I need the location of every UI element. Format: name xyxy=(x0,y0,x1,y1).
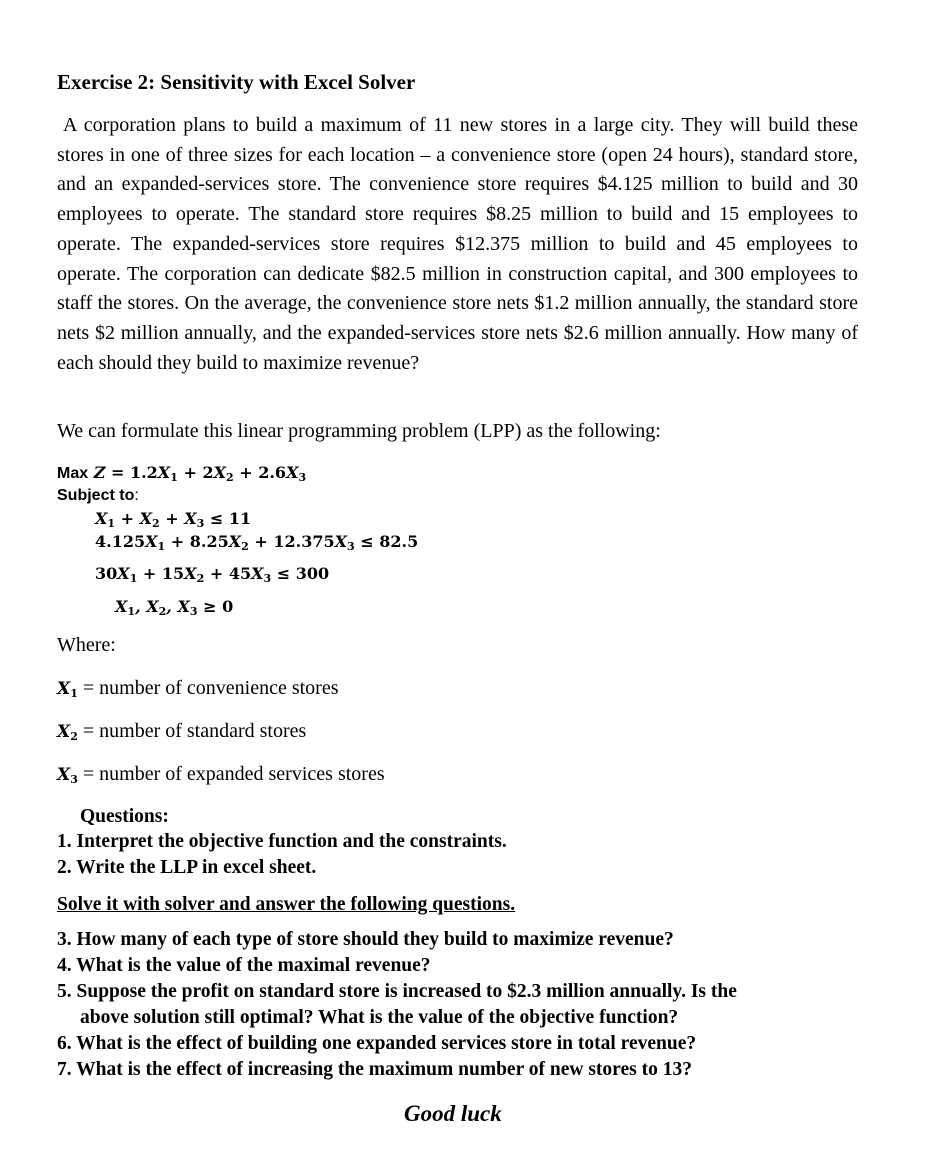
objective-var: Z xyxy=(93,463,106,482)
where-label: Where: xyxy=(57,634,116,656)
variable-symbol: X xyxy=(57,765,71,785)
closing-text: Good luck xyxy=(404,1101,502,1126)
question-3: 3. How many of each type of store should they build to maximize revenue? xyxy=(57,929,674,950)
constraint-4-rhs: 0 xyxy=(222,597,234,616)
constraint-4-rel: ≥ xyxy=(203,597,217,616)
intro-line: and the expanded-services store nets $2.6 million annually. How many of each should xyxy=(57,321,858,374)
constraint-3-rhs: 300 xyxy=(295,564,330,583)
variable-definition xyxy=(57,763,385,786)
variable-symbol: X xyxy=(57,722,71,742)
constraint-2-rhs: 82.5 xyxy=(379,532,419,551)
intro-line: construction capital, and 300 employees to staff the stores. On the average, the xyxy=(57,262,859,315)
max-label: Max xyxy=(57,465,89,482)
variable-subscript: 2 xyxy=(70,730,78,743)
objective-coef-2: 2 xyxy=(202,463,214,482)
constraint-3-coef-2: 15 xyxy=(161,564,185,583)
constraint-employees: $30X_1 + 15X_2 + 45X_3 \le 300$ xyxy=(95,564,330,585)
constraint-capital: $4.125X_1 + 8.25X_2 + 12.375X_3 \le 82.5$ xyxy=(95,532,419,553)
question-2: 2. Write the LLP in excel sheet. xyxy=(57,857,317,878)
constraint-2-coef-1: 4.125 xyxy=(95,532,146,551)
question-6: 6. What is the effect of building one expanded services store in total revenue? xyxy=(57,1033,697,1054)
variable-description: = number of standard stores xyxy=(77,720,307,742)
variable-description: = number of convenience stores xyxy=(77,677,339,699)
question-5: 5. Suppose the profit on standard store is increased to $2.3 million annually. Is the xyxy=(57,981,737,1002)
objective-coef-3: 2.6 xyxy=(258,463,287,482)
intro-line: build and 15 employees to operate. The expanded-services store requires $12.375 million xyxy=(57,203,858,255)
constraint-3-coef-1: 30 xyxy=(95,564,118,583)
constraint-2-rel: ≤ xyxy=(360,532,374,551)
constraint-nonnegativity: $X_1$, $X_2$, $X_3 \ge 0$ xyxy=(115,597,234,618)
variable-definition xyxy=(57,677,339,700)
variable-definition xyxy=(57,720,306,743)
intro-line: million to build and 30 employees to operate. The standard store requires $8.25 million to xyxy=(57,173,858,226)
variable-subscript: 1 xyxy=(70,687,78,700)
intro-line: these stores in one of three sizes for each location – a convenience store (open 24 hours), xyxy=(57,114,858,166)
constraint-2-coef-3: 12.375 xyxy=(273,532,335,551)
exercise-title: Exercise 2: Sensitivity with Excel Solver xyxy=(57,70,416,94)
subject-to-text: Subject to xyxy=(57,487,135,504)
intro-line: to build and 45 employees to operate. The corporation can dedicate $82.5 million in xyxy=(57,232,858,285)
constraint-stores: $X_1 + X_2 + X_3 \le 11$ xyxy=(95,509,252,530)
solve-heading: Solve it with solver and answer the following questions. xyxy=(57,894,516,915)
subject-to-colon: : xyxy=(134,487,139,504)
objective-function: Max $Z = 1.2X_1 + 2X_2 + 2.6X_3$ xyxy=(57,463,307,484)
question-1: 1. Interpret the objective function and the constraints. xyxy=(57,831,507,852)
subject-to-label xyxy=(57,487,139,505)
intro-line: A corporation plans to build a maximum of 11 new stores in a large city. They will build xyxy=(63,114,810,136)
question-4: 4. What is the value of the maximal revenue? xyxy=(57,955,431,976)
intro-line: convenience store nets $1.2 million annually, the standard store nets $2 million annually, xyxy=(57,292,858,344)
constraint-3-coef-3: 45 xyxy=(228,564,252,583)
objective-coef-1: 1.2 xyxy=(129,463,158,482)
variable-symbol: X xyxy=(57,679,71,699)
constraint-1-rel: ≤ xyxy=(209,509,224,528)
question-5-continued: above solution still optimal? What is the value of the objective function? xyxy=(80,1007,679,1028)
variable-description: = number of expanded services stores xyxy=(77,763,385,785)
problem-statement xyxy=(57,111,858,378)
intro-line: they build to maximize revenue? xyxy=(156,351,420,374)
questions-heading: Questions: xyxy=(80,806,169,827)
constraint-3-rel: ≤ xyxy=(276,564,291,583)
formulation-lead: We can formulate this linear programming problem (LPP) as the following: xyxy=(57,420,661,442)
constraint-1-rhs: 11 xyxy=(228,509,252,528)
intro-line: standard store, and an expanded-services store. The convenience store requires $4.125 xyxy=(57,143,859,196)
variable-subscript: 3 xyxy=(70,773,78,786)
question-7: 7. What is the effect of increasing the maximum number of new stores to 13? xyxy=(57,1059,692,1080)
objective-rel: = xyxy=(110,463,125,482)
constraint-2-coef-2: 8.25 xyxy=(189,532,229,551)
